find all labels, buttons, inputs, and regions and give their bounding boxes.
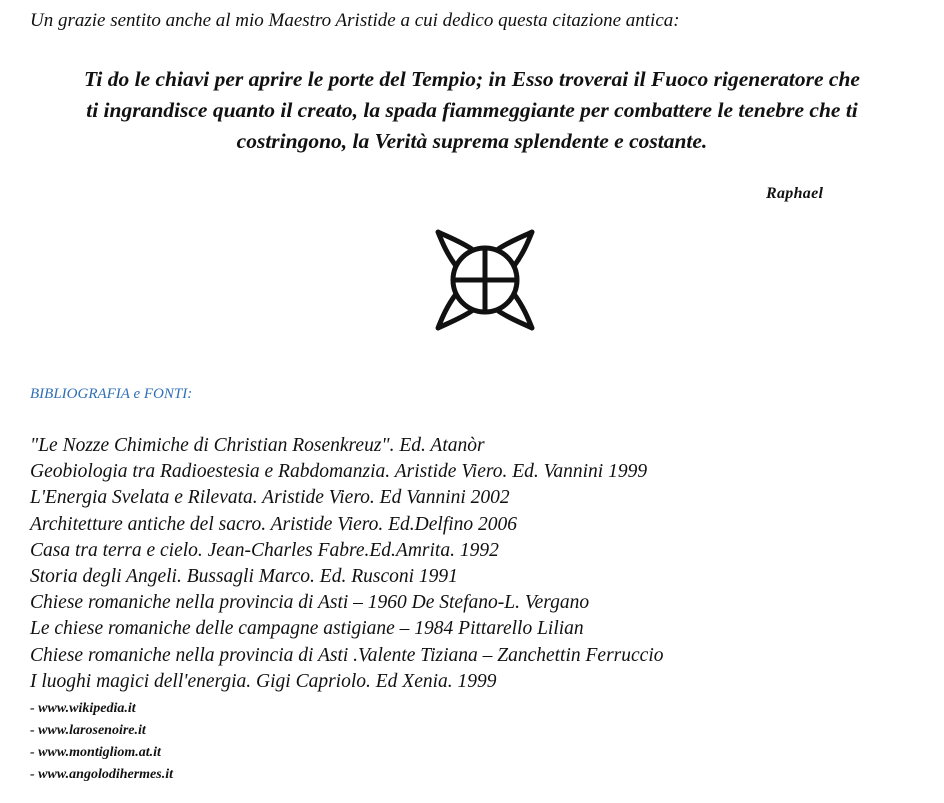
website-list (30, 698, 173, 786)
bibliography-item: L'Energia Svelata e Rilevata. Aristide Viero. Ed Vannini 2002 (30, 487, 510, 509)
bibliography-item: I luoghi magici dell'energia. Gigi Capriolo. Ed Xenia. 1999 (30, 670, 497, 692)
bibliography-item: "Le Nozze Chimiche di Christian Rosenkreuz". Ed. Atanòr (30, 435, 485, 456)
bibliography-item: Geobiologia tra Radioestesia e Rabdomanzia. Aristide Viero. Ed. Vannini 1999 (30, 461, 648, 483)
celtic-knot-circle-cross-icon (434, 226, 536, 332)
quote-line: costringono, la Verità suprema splendente e costante. (236, 129, 708, 153)
quote-line: Ti do le chiavi per aprire le porte del Tempio; in Esso troverai il Fuoco rigeneratore che (84, 67, 860, 91)
bibliography-item: Architetture antiche del sacro. Aristide Viero. Ed.Delfino 2006 (30, 513, 518, 535)
website-link: - www.montigliom.at.it (30, 745, 161, 760)
website-link: - www.wikipedia.it (30, 701, 136, 716)
website-link: - www.angolodihermes.it (30, 767, 174, 782)
website-link: - www.larosenoire.it (30, 723, 146, 738)
bibliography-item: Chiese romaniche nella provincia di Asti – 1960 De Stefano-L. Vergano (30, 592, 590, 614)
bibliography-heading: BIBLIOGRAFIA e FONTI: (30, 386, 193, 402)
signature: Raphael (766, 185, 824, 202)
intro-text: Un grazie sentito anche al mio Maestro Aristide a cui dedico questa citazione antica: (30, 10, 680, 31)
bibliography-item: Storia degli Angeli. Bussagli Marco. Ed. Rusconi 1991 (30, 566, 458, 588)
bibliography-item: Le chiese romaniche delle campagne astigiane – 1984 Pittarello Lilian (30, 618, 584, 640)
quote-block (10, 64, 934, 157)
bibliography-item: Chiese romaniche nella provincia di Asti .Valente Tiziana – Zanchettin Ferruccio (30, 644, 664, 666)
bibliography-item: Casa tra terra e cielo. Jean-Charles Fabre.Ed.Amrita. 1992 (30, 539, 499, 561)
bibliography-list (30, 433, 664, 695)
quote-line: ti ingrandisce quanto il creato, la spada fiammeggiante per combattere le tenebre che ti (86, 98, 858, 122)
